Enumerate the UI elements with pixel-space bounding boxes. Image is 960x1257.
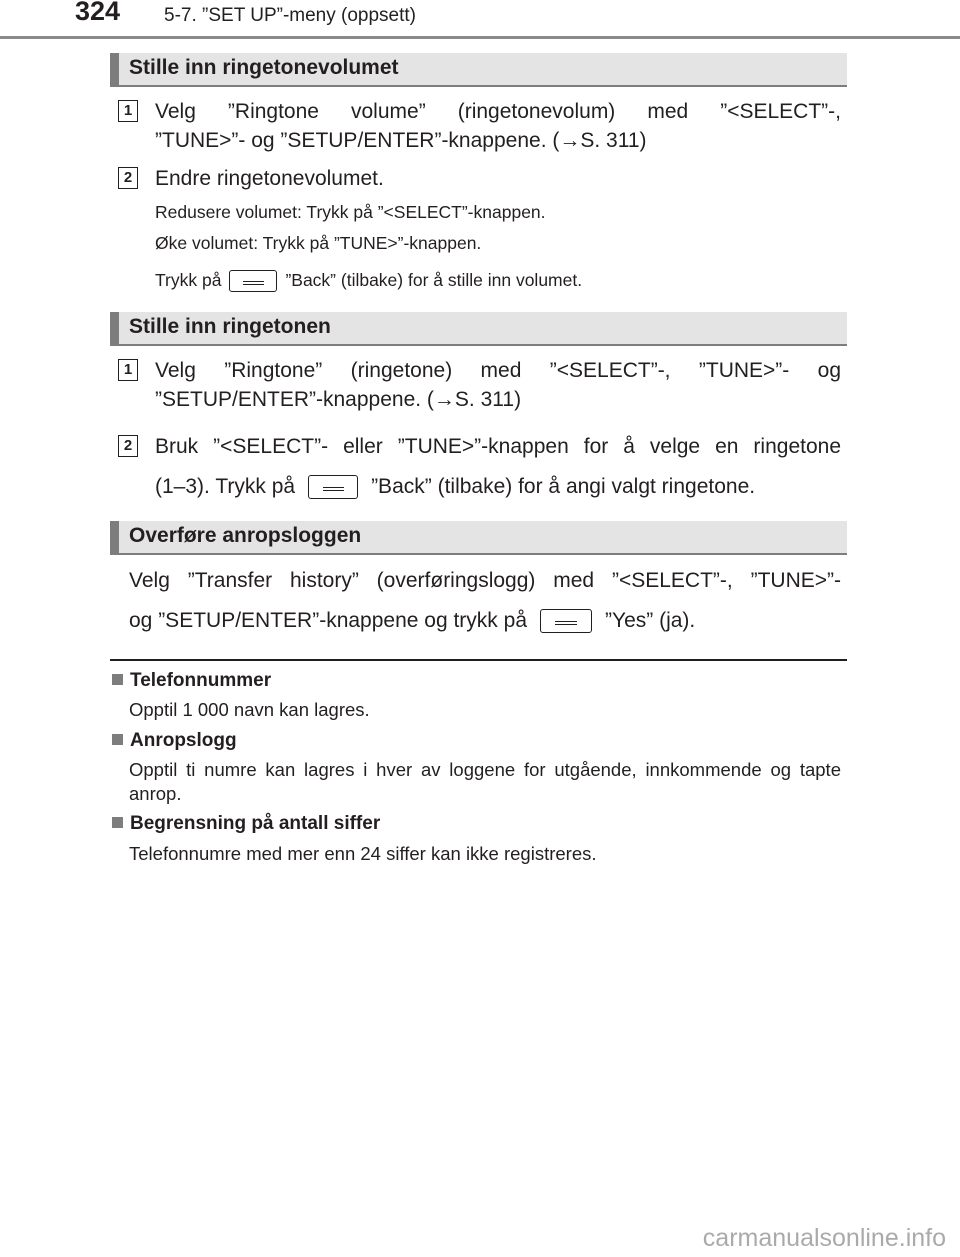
section-title: Stille inn ringetonevolumet	[129, 56, 399, 79]
note-body: Opptil 1 000 navn kan lagres.	[129, 699, 370, 720]
square-bullet-icon	[112, 734, 123, 745]
square-bullet-icon	[112, 674, 123, 685]
sub-instruction: Redusere volumet: Trykk på ”<SELECT”-knappen.	[155, 202, 546, 222]
section-heading-ringtone	[110, 312, 847, 346]
step-text-cont: (1–3). Trykk på ”Back” (tilbake) for å angi valgt ringetone.	[155, 475, 756, 498]
step-text: Velg ”Ringtone” (ringetone) med ”<SELECT”-, ”TUNE>”- og	[155, 359, 841, 382]
step-number: 1	[118, 100, 138, 122]
step-text-cont: ”SETUP/ENTER”-knappene. (→S. 311)	[155, 388, 522, 411]
instruction-text: Velg ”Transfer history” (overføringslogg) med ”<SELECT”-, ”TUNE>”-	[129, 569, 841, 592]
step-number: 1	[118, 359, 138, 381]
back-button-icon	[308, 475, 358, 499]
step-number: 2	[118, 435, 138, 457]
note-title: Begrensning på antall siffer	[112, 813, 380, 835]
watermark: carmanualsonline.info	[702, 1224, 946, 1252]
section-heading-ringtone-volume	[110, 53, 847, 87]
sub-instruction: Øke volumet: Trykk på ”TUNE>”-knappen.	[155, 233, 482, 253]
note-body: Opptil ti numre kan lagres i hver av loggene for utgående, innkommende og tapte anrop.	[129, 759, 841, 804]
step-text: Bruk ”<SELECT”- eller ”TUNE>”-knappen for å velge en ringetone	[155, 435, 841, 458]
square-bullet-icon	[112, 817, 123, 828]
page-header	[0, 0, 960, 40]
section-heading-transfer-log	[110, 521, 847, 555]
note-body: Telefonnumre med mer enn 24 siffer kan ikke registreres.	[129, 843, 597, 864]
note-title: Anropslogg	[112, 730, 237, 752]
notes-divider	[110, 659, 847, 661]
sub-instruction-back: Trykk på ”Back” (tilbake) for å stille inn volumet.	[155, 270, 582, 292]
section-title: Overføre anropsloggen	[129, 524, 362, 547]
yes-button-icon	[540, 609, 592, 633]
step-text: Velg ”Ringtone volume” (ringetonevolum) med ”<SELECT”-,	[155, 100, 841, 123]
step-text-cont: ”TUNE>”- og ”SETUP/ENTER”-knappene. (→S. 311)	[155, 129, 647, 152]
instruction-text-cont: og ”SETUP/ENTER”-knappene og trykk på ”Yes” (ja).	[129, 609, 696, 632]
chapter-title: 5-7. ”SET UP”-meny (oppsett)	[164, 5, 417, 26]
step-number: 2	[118, 167, 138, 189]
page-number: 324	[75, 0, 121, 26]
step-text: Endre ringetonevolumet.	[155, 167, 384, 190]
note-title: Telefonnummer	[112, 670, 271, 692]
header-rule	[0, 36, 960, 39]
back-button-icon	[229, 270, 277, 292]
section-title: Stille inn ringetonen	[129, 315, 331, 338]
